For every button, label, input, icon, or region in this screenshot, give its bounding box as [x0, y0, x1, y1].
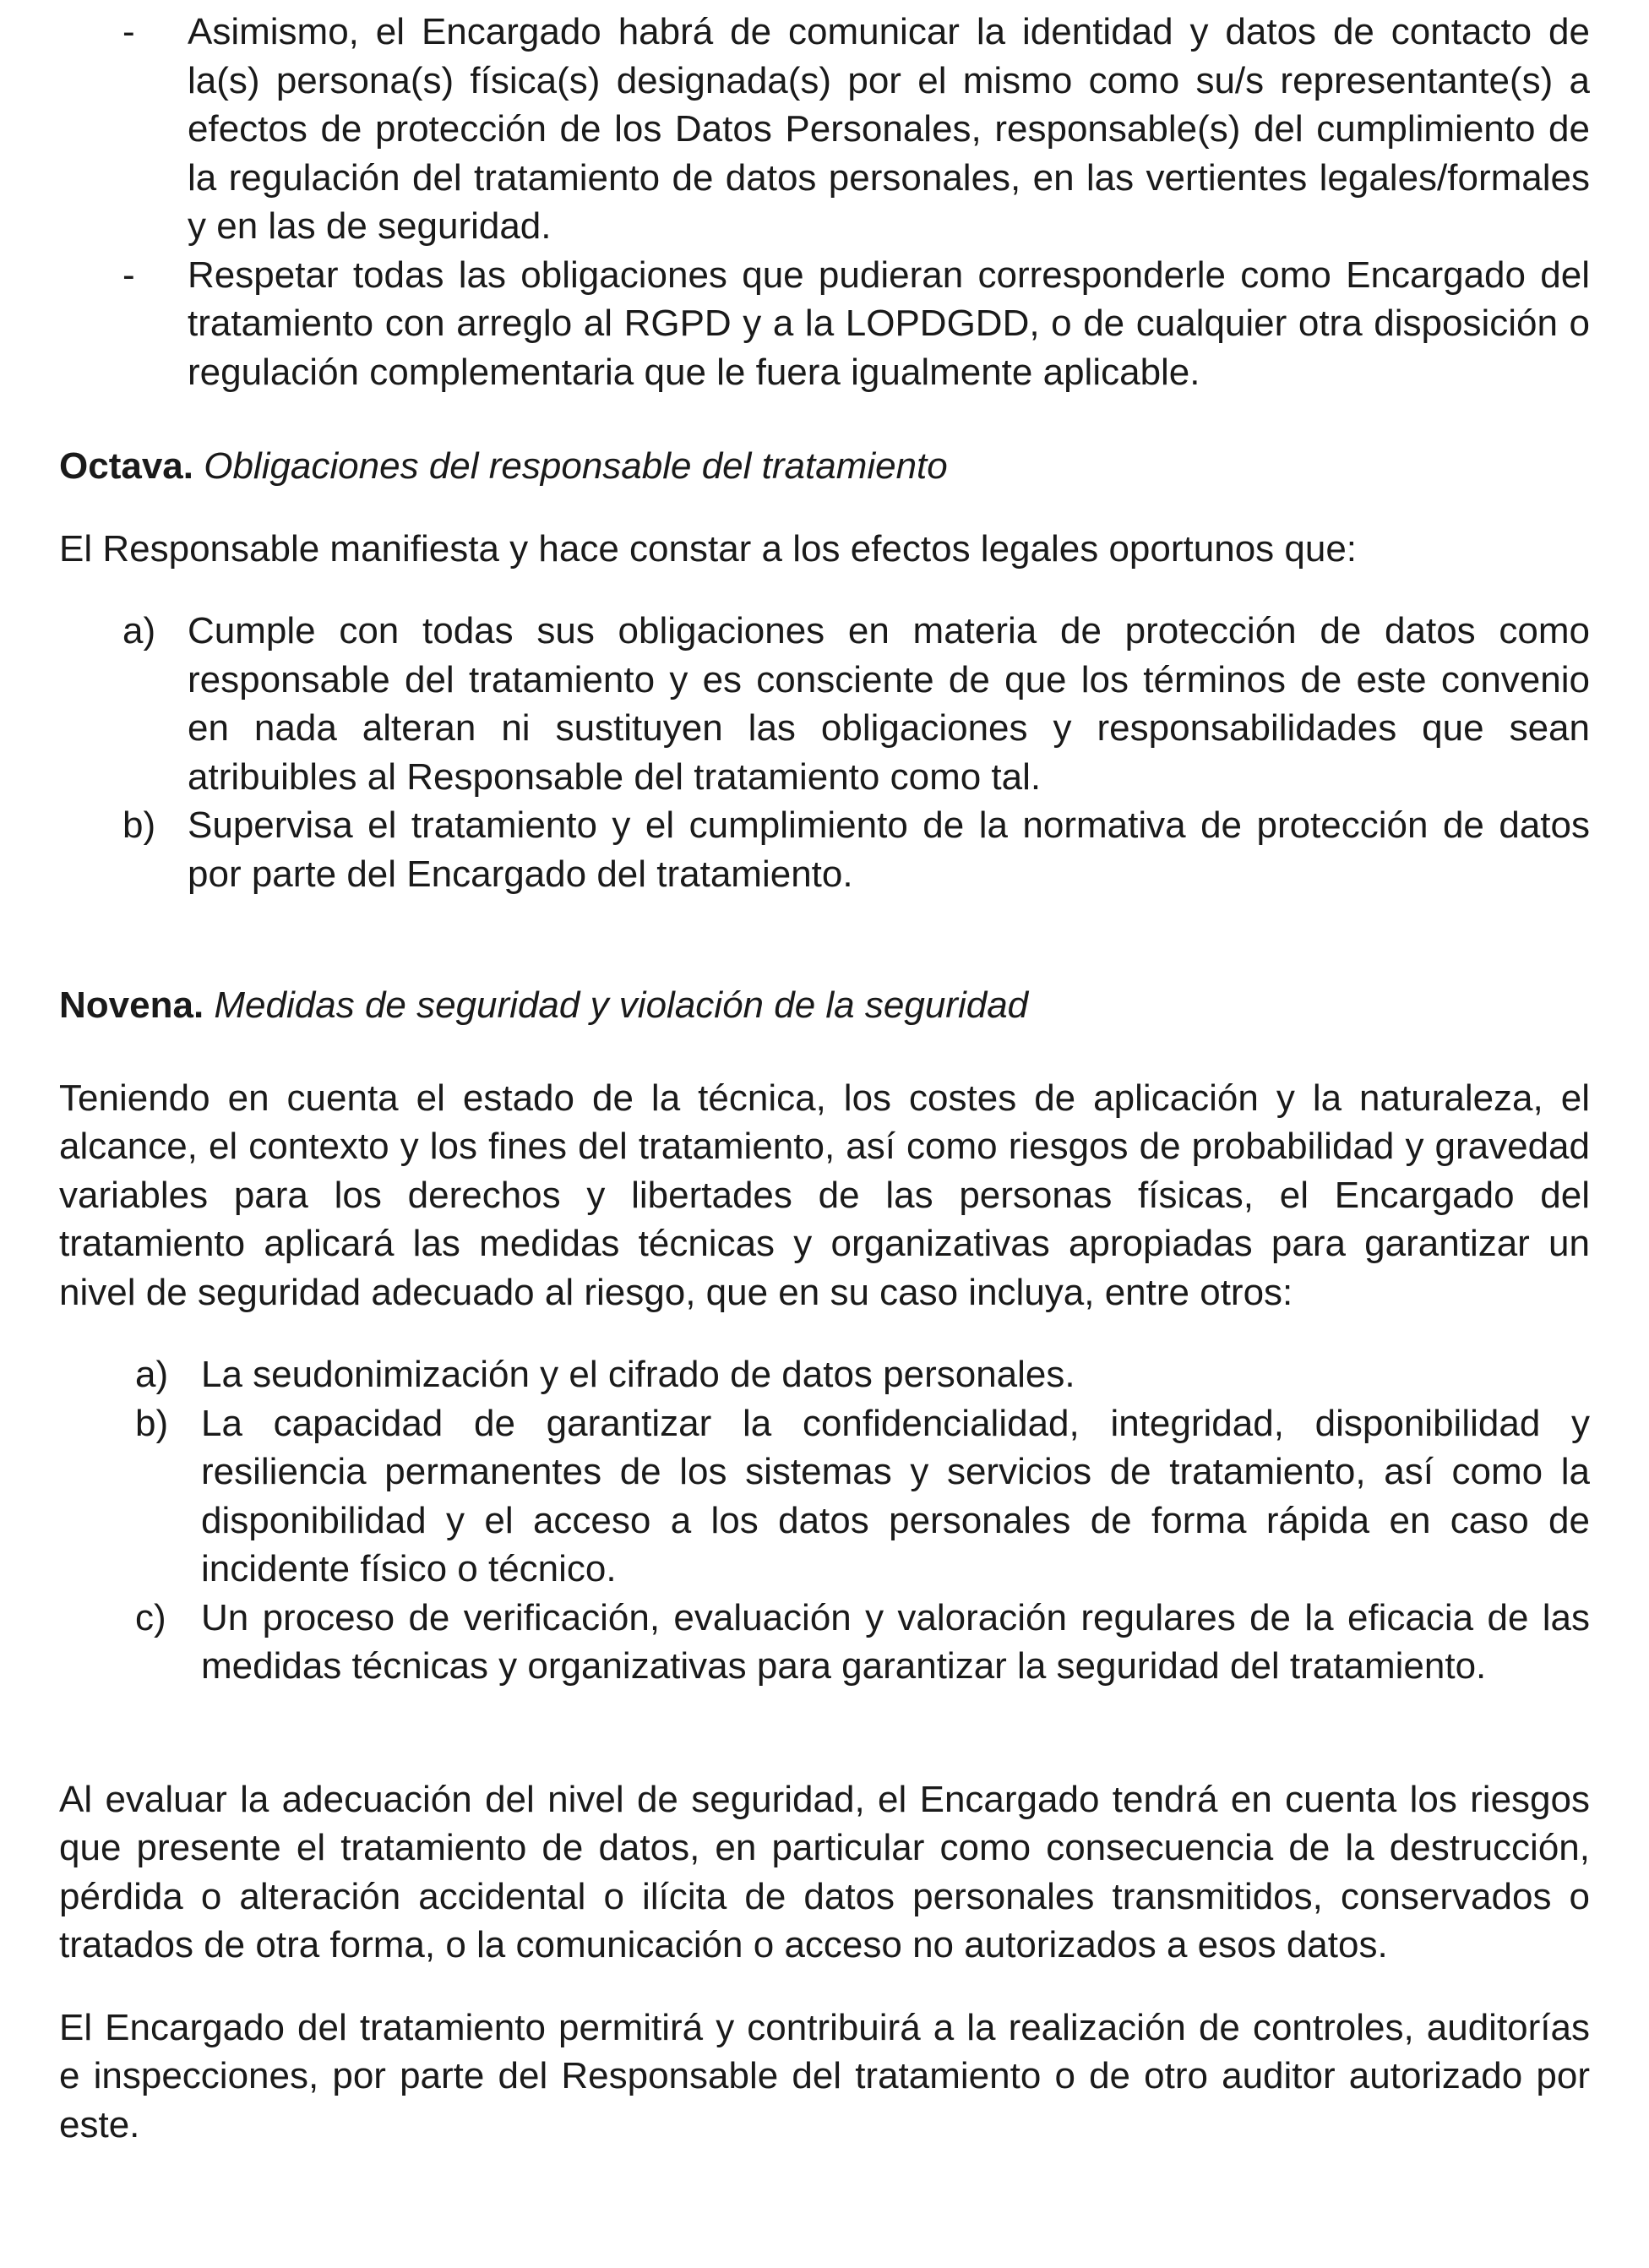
spacer: [59, 1317, 1590, 1350]
list-item-marker: b): [122, 804, 156, 846]
list-item-marker: -: [122, 254, 135, 296]
novena-risk-paragraph: Al evaluar la adecuación del nivel de seguridad, el Encargado tendrá en cuenta los riesgos que presente el tratamiento de datos, en particular como consecuencia de la destrucción, pérdida o alteración accidental o ilícita de datos personales transmitidos, conservados o tratados de otra forma, o la comunicación o acceso no autorizados a esos datos.: [59, 1778, 1590, 1965]
novena-intro: Teniendo en cuenta el estado de la técnica, los costes de aplicación y la naturaleza, el alcance, el contexto y los fines del tratamiento, así como riesgos de probabilidad y gravedad variables para los derechos y libertades de las personas físicas, el Encargado del tratamiento aplicará las medidas técnicas y organizativas apropiadas para garantizar un nivel de seguridad adecuado al riesgo, que en su caso incluya, entre otros:: [59, 1077, 1590, 1313]
list-item: [59, 1399, 1590, 1594]
section-number: Novena.: [59, 984, 204, 1026]
section-heading-octava: [59, 442, 1590, 491]
list-item: [59, 251, 1590, 397]
list-item-marker: c): [135, 1596, 166, 1638]
list-item-text: Respetar todas las obligaciones que pudieran corresponderle como Encargado del tratamiento con arreglo al RGPD y a la LOPDGDD, o de cualquier otra disposición o regulación complementaria que le fuera igualmente aplicable.: [188, 254, 1590, 393]
list-item-text: La seudonimización y el cifrado de datos personales.: [201, 1354, 1075, 1395]
list-item-marker: a): [135, 1354, 169, 1395]
spacer: [59, 898, 1590, 981]
list-item-marker: b): [135, 1402, 169, 1444]
spacer: [59, 1691, 1590, 1775]
obligations-continued-list: [59, 8, 1590, 396]
octava-list: [59, 607, 1590, 898]
list-item-text: Supervisa el tratamiento y el cumplimiento de la normativa de protección de datos por parte del Encargado del tratamiento.: [188, 804, 1590, 895]
section-number: Octava.: [59, 445, 193, 487]
spacer: [59, 1030, 1590, 1074]
list-item-text: Un proceso de verificación, evaluación y valoración regulares de la eficacia de las medidas técnicas y organizativas para garantizar la seguridad del tratamiento.: [201, 1596, 1590, 1687]
spacer: [59, 396, 1590, 442]
list-item-marker: -: [122, 11, 135, 52]
document-page: [59, 8, 1590, 2149]
list-item: [59, 8, 1590, 251]
list-item-marker: a): [122, 610, 156, 652]
list-item: [59, 607, 1590, 801]
list-item-text: Asimismo, el Encargado habrá de comunicar la identidad y datos de contacto de la(s) persona(s) física(s) designada(s) por el mismo como su/s representante(s) a efectos de protección de los Datos Personales, responsable(s) del cumplimiento de la regulación del tratamiento de datos personales, en las vertientes legales/formales y en las de seguridad.: [188, 11, 1590, 247]
novena-list: [59, 1350, 1590, 1691]
novena-audit-paragraph: El Encargado del tratamiento permitirá y contribuirá a la realización de controles, auditorías e inspecciones, por parte del Responsable del tratamiento o de otro auditor autorizado por este.: [59, 2006, 1590, 2145]
list-item-text: La capacidad de garantizar la confidencialidad, integridad, disponibilidad y resiliencia permanentes de los sistemas y servicios de tratamiento, así como la disponibilidad y el acceso a los datos personales de forma rápida en caso de incidente físico o técnico.: [201, 1402, 1590, 1589]
list-item: [59, 801, 1590, 898]
list-item: [59, 1350, 1590, 1399]
spacer: [59, 491, 1590, 525]
section-title: Obligaciones del responsable del tratamiento: [204, 445, 948, 487]
spacer: [59, 573, 1590, 607]
list-item: [59, 1594, 1590, 1691]
section-title: Medidas de seguridad y violación de la seguridad: [214, 984, 1029, 1026]
list-item-text: Cumple con todas sus obligaciones en materia de protección de datos como responsable del tratamiento y es consciente de que los términos de este convenio en nada alteran ni sustituyen las obligaciones y responsabilidades que sean atribuibles al Responsable del tratamiento como tal.: [188, 610, 1590, 798]
section-heading-novena: [59, 981, 1590, 1030]
spacer: [59, 1970, 1590, 2004]
octava-intro: El Responsable manifiesta y hace constar a los efectos legales oportunos que:: [59, 527, 1358, 570]
